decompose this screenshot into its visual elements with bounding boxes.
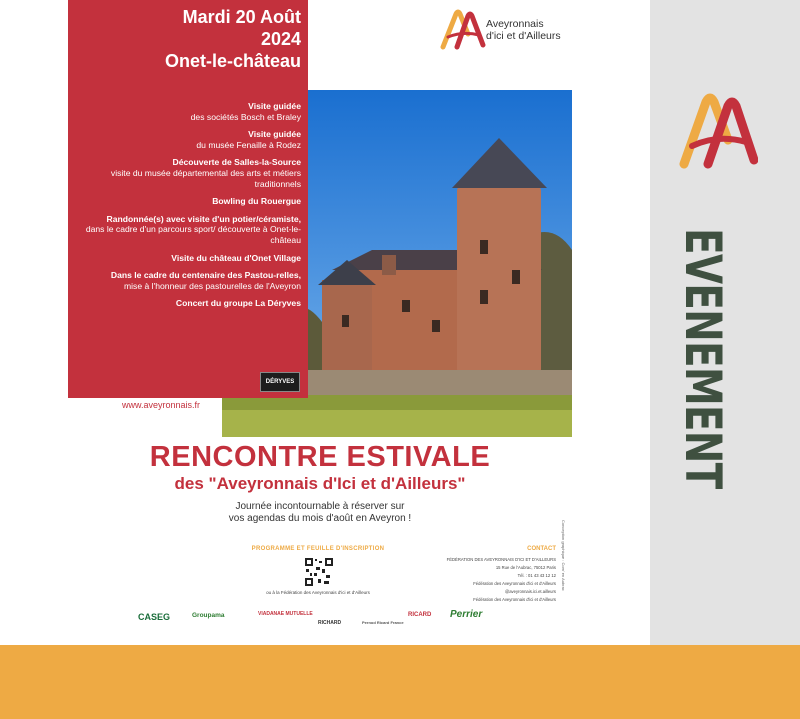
list-item: Dans le cadre du centenaire des Pastou-relles, mise à l'honneur des pastourelles de l'Aveyron [110,270,301,291]
programme-caption: ou à la Fédération des Aveyronnais d'ici et d'Ailleurs [266,590,370,595]
event-info-panel [68,0,308,398]
list-item: Randonnée(s) avec visite d'un potier/céramiste, dans le cadre d'un parcours sport/ découverte à Onet-le-château [85,213,301,245]
design-credit: Conception graphique : Com' en Aubrac [561,520,566,591]
logo-text: Aveyronnais d'ici et d'Ailleurs [486,18,561,42]
sponsor-groupama: Groupama [192,612,225,619]
event-program-list [73,101,301,316]
brand-logo-icon [678,92,758,170]
event-label-text: EVENEMENT [674,228,732,489]
contact-title: CONTACT [527,546,556,552]
qr-code-icon[interactable] [304,557,334,587]
sponsor-perrier: Perrier [450,609,483,620]
list-item: Concert du groupe La Déryves [175,298,301,309]
event-date [165,6,301,72]
list-item: Visite du château d'Onet Village [171,252,301,263]
band-logo: DÉRYVES [260,372,300,392]
sponsor-caseg: CASEG [138,612,171,622]
sponsor-viadanae: VIADANAE MUTUELLE [258,611,313,617]
list-item: Visite guidée des sociétés Bosch et Braley [190,101,301,122]
poster-title: RENCONTRE ESTIVALE [149,441,491,473]
event-year: 2024 [260,29,301,49]
poster-subtitle: des "Aveyronnais d'Ici et d'Ailleurs" [174,474,466,493]
instagram-line[interactable]: @aveyronnais.ici.et.ailleurs [504,589,556,594]
list-item: Visite guidée du musée Fenaille à Rodez [196,129,301,150]
website-link[interactable]: www.aveyronnais.fr [122,400,201,410]
event-place: Onet-le-château [164,51,301,71]
list-item: Bowling du Rouergue [212,196,301,207]
event-label-vertical [674,228,732,568]
sponsor-richard: RICHARD [318,620,342,626]
event-day: Mardi 20 Août [182,7,301,27]
poster-tagline: Journée incontournable à réserver sur vos agendas du mois d'août en Aveyron ! [228,501,412,524]
facebook-line[interactable]: Fédération des Aveyronnais d'ici et d'Ailleurs [473,581,556,586]
aveyronnais-logo-icon [440,8,486,50]
sponsor-ricard: RICARD [408,612,432,618]
sponsor-pernod: Pernod Ricard France [362,620,404,625]
linkedin-line[interactable]: Fédération des Aveyronnais d'ici et d'Ailleurs [473,597,556,602]
list-item: Découverte de Salles-la-Source visite du musée départemental des arts et métiers traditionnels [110,157,301,189]
programme-title: PROGRAMME ET FEUILLE D'INSCRIPTION [251,546,385,552]
bottom-orange-band [0,645,800,719]
contact-details: FÉDÉRATION DES AVEYRONNAIS D'ICI ET D'AILLEURS 15 Rue de l'Aubrac, 75012 Paris Tél. : 01 43 43 12 12 Fédération des Aveyronnais d'ici et d'Ailleurs @aveyronnais.ici.et.ailleurs Fédération des Aveyronnais d'ici et d'Ailleurs [440,556,556,604]
